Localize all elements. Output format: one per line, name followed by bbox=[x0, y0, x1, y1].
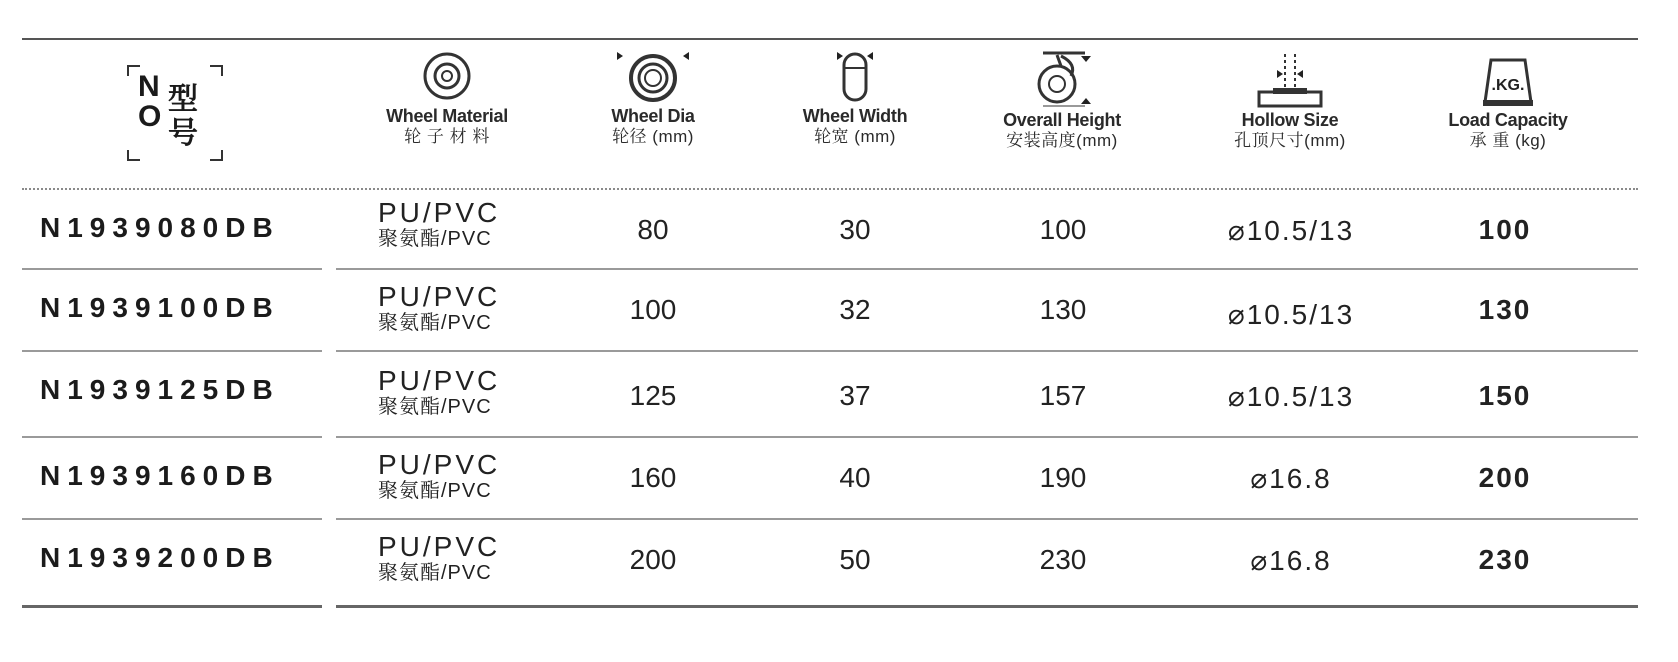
overall-height-value: 230 bbox=[1039, 544, 1087, 575]
header-label-en: Wheel Width bbox=[802, 106, 908, 126]
load-capacity-value: 130 bbox=[1478, 294, 1532, 325]
wheel-face-icon bbox=[421, 50, 473, 102]
material-zh: 聚氨酯/PVC bbox=[378, 312, 492, 334]
wheel-width-value: 32 bbox=[839, 294, 871, 325]
row-divider bbox=[22, 268, 322, 270]
header-label-zh: 安装高度(mm) bbox=[1006, 131, 1118, 150]
material-zh: 聚氨酯/PVC bbox=[378, 228, 492, 250]
row-divider bbox=[336, 350, 1638, 352]
header-no-zh2: 号 bbox=[168, 117, 198, 150]
header-label-en: Hollow Size bbox=[1241, 110, 1339, 130]
material-zh: 聚氨酯/PVC bbox=[378, 396, 492, 418]
header-label-en: Load Capacity bbox=[1448, 110, 1568, 130]
model-number: N1939125DB bbox=[40, 374, 280, 405]
material-zh: 聚氨酯/PVC bbox=[378, 480, 492, 502]
row-divider bbox=[336, 268, 1638, 270]
load-capacity-value: 100 bbox=[1478, 214, 1532, 245]
header-label-zh: 轮宽 (mm) bbox=[814, 127, 896, 146]
header-label-en: Overall Height bbox=[1003, 110, 1121, 130]
header-wheel-material bbox=[372, 50, 522, 147]
table-top-rule bbox=[22, 38, 1638, 40]
model-number: N1939100DB bbox=[40, 292, 280, 323]
weight-icon-text: .KG. bbox=[1491, 77, 1525, 94]
header-load-capacity bbox=[1438, 50, 1578, 151]
header-label-en: Wheel Dia bbox=[611, 106, 695, 126]
wheel-material bbox=[378, 366, 500, 418]
weight-icon bbox=[1475, 50, 1541, 110]
material-en: PU/PVC bbox=[378, 197, 501, 228]
wheel-width-value: 40 bbox=[839, 462, 871, 493]
wheel-dia-value: 200 bbox=[629, 544, 677, 575]
header-label-zh: 轮径 (mm) bbox=[612, 127, 694, 146]
row-divider bbox=[22, 350, 322, 352]
wheel-material bbox=[378, 282, 500, 334]
wheel-width-value: 37 bbox=[839, 380, 871, 411]
wheel-material bbox=[378, 198, 500, 250]
row-divider bbox=[336, 436, 1638, 438]
hollow-size-value: ⌀10.5/13 bbox=[1227, 299, 1355, 330]
hollow-size-value: ⌀10.5/13 bbox=[1227, 215, 1355, 246]
material-zh: 聚氨酯/PVC bbox=[378, 562, 492, 584]
hollow-size-value: ⌀10.5/13 bbox=[1227, 381, 1355, 412]
load-capacity-value: 200 bbox=[1478, 462, 1532, 493]
overall-height-value: 190 bbox=[1039, 462, 1087, 493]
wheel-diameter-icon bbox=[613, 50, 693, 102]
header-overall-height bbox=[982, 50, 1142, 151]
material-en: PU/PVC bbox=[378, 449, 501, 480]
hollow-size-icon bbox=[1255, 50, 1325, 110]
wheel-material bbox=[378, 532, 500, 584]
model-number: N1939080DB bbox=[40, 212, 280, 243]
header-divider bbox=[22, 188, 1638, 190]
material-en: PU/PVC bbox=[378, 281, 501, 312]
header-label-zh: 承 重 (kg) bbox=[1469, 131, 1547, 150]
header-label-en: Wheel Material bbox=[386, 106, 508, 126]
overall-height-value: 130 bbox=[1039, 294, 1087, 325]
model-number: N1939160DB bbox=[40, 460, 280, 491]
load-capacity-value: 230 bbox=[1478, 544, 1532, 575]
row-divider bbox=[22, 436, 322, 438]
header-wheel-width bbox=[785, 50, 925, 147]
wheel-dia-value: 160 bbox=[629, 462, 677, 493]
overall-height-value: 100 bbox=[1039, 214, 1087, 245]
caster-height-icon bbox=[1027, 50, 1097, 110]
wheel-dia-value: 80 bbox=[637, 214, 669, 245]
table-bottom-rule bbox=[336, 605, 1638, 608]
header-label-zh: 轮 子 材 料 bbox=[404, 127, 490, 146]
wheel-dia-value: 100 bbox=[629, 294, 677, 325]
hollow-size-value: ⌀16.8 bbox=[1250, 463, 1332, 494]
header-label-zh: 孔顶尺寸(mm) bbox=[1234, 131, 1346, 150]
header-hollow-size bbox=[1220, 50, 1360, 151]
hollow-size-value: ⌀16.8 bbox=[1250, 545, 1332, 576]
overall-height-value: 157 bbox=[1039, 380, 1087, 411]
header-no-zh1: 型 bbox=[168, 83, 198, 116]
model-number-header bbox=[126, 64, 224, 164]
wheel-dia-value: 125 bbox=[629, 380, 677, 411]
header-no-n: NO bbox=[138, 70, 160, 133]
wheel-width-value: 30 bbox=[839, 214, 871, 245]
material-en: PU/PVC bbox=[378, 365, 501, 396]
header-wheel-dia bbox=[588, 50, 718, 147]
material-en: PU/PVC bbox=[378, 531, 501, 562]
wheel-width-value: 50 bbox=[839, 544, 871, 575]
wheel-material bbox=[378, 450, 500, 502]
table-bottom-rule bbox=[22, 605, 322, 608]
row-divider bbox=[22, 518, 322, 520]
model-number: N1939200DB bbox=[40, 542, 280, 573]
load-capacity-value: 150 bbox=[1478, 380, 1532, 411]
row-divider bbox=[336, 518, 1638, 520]
